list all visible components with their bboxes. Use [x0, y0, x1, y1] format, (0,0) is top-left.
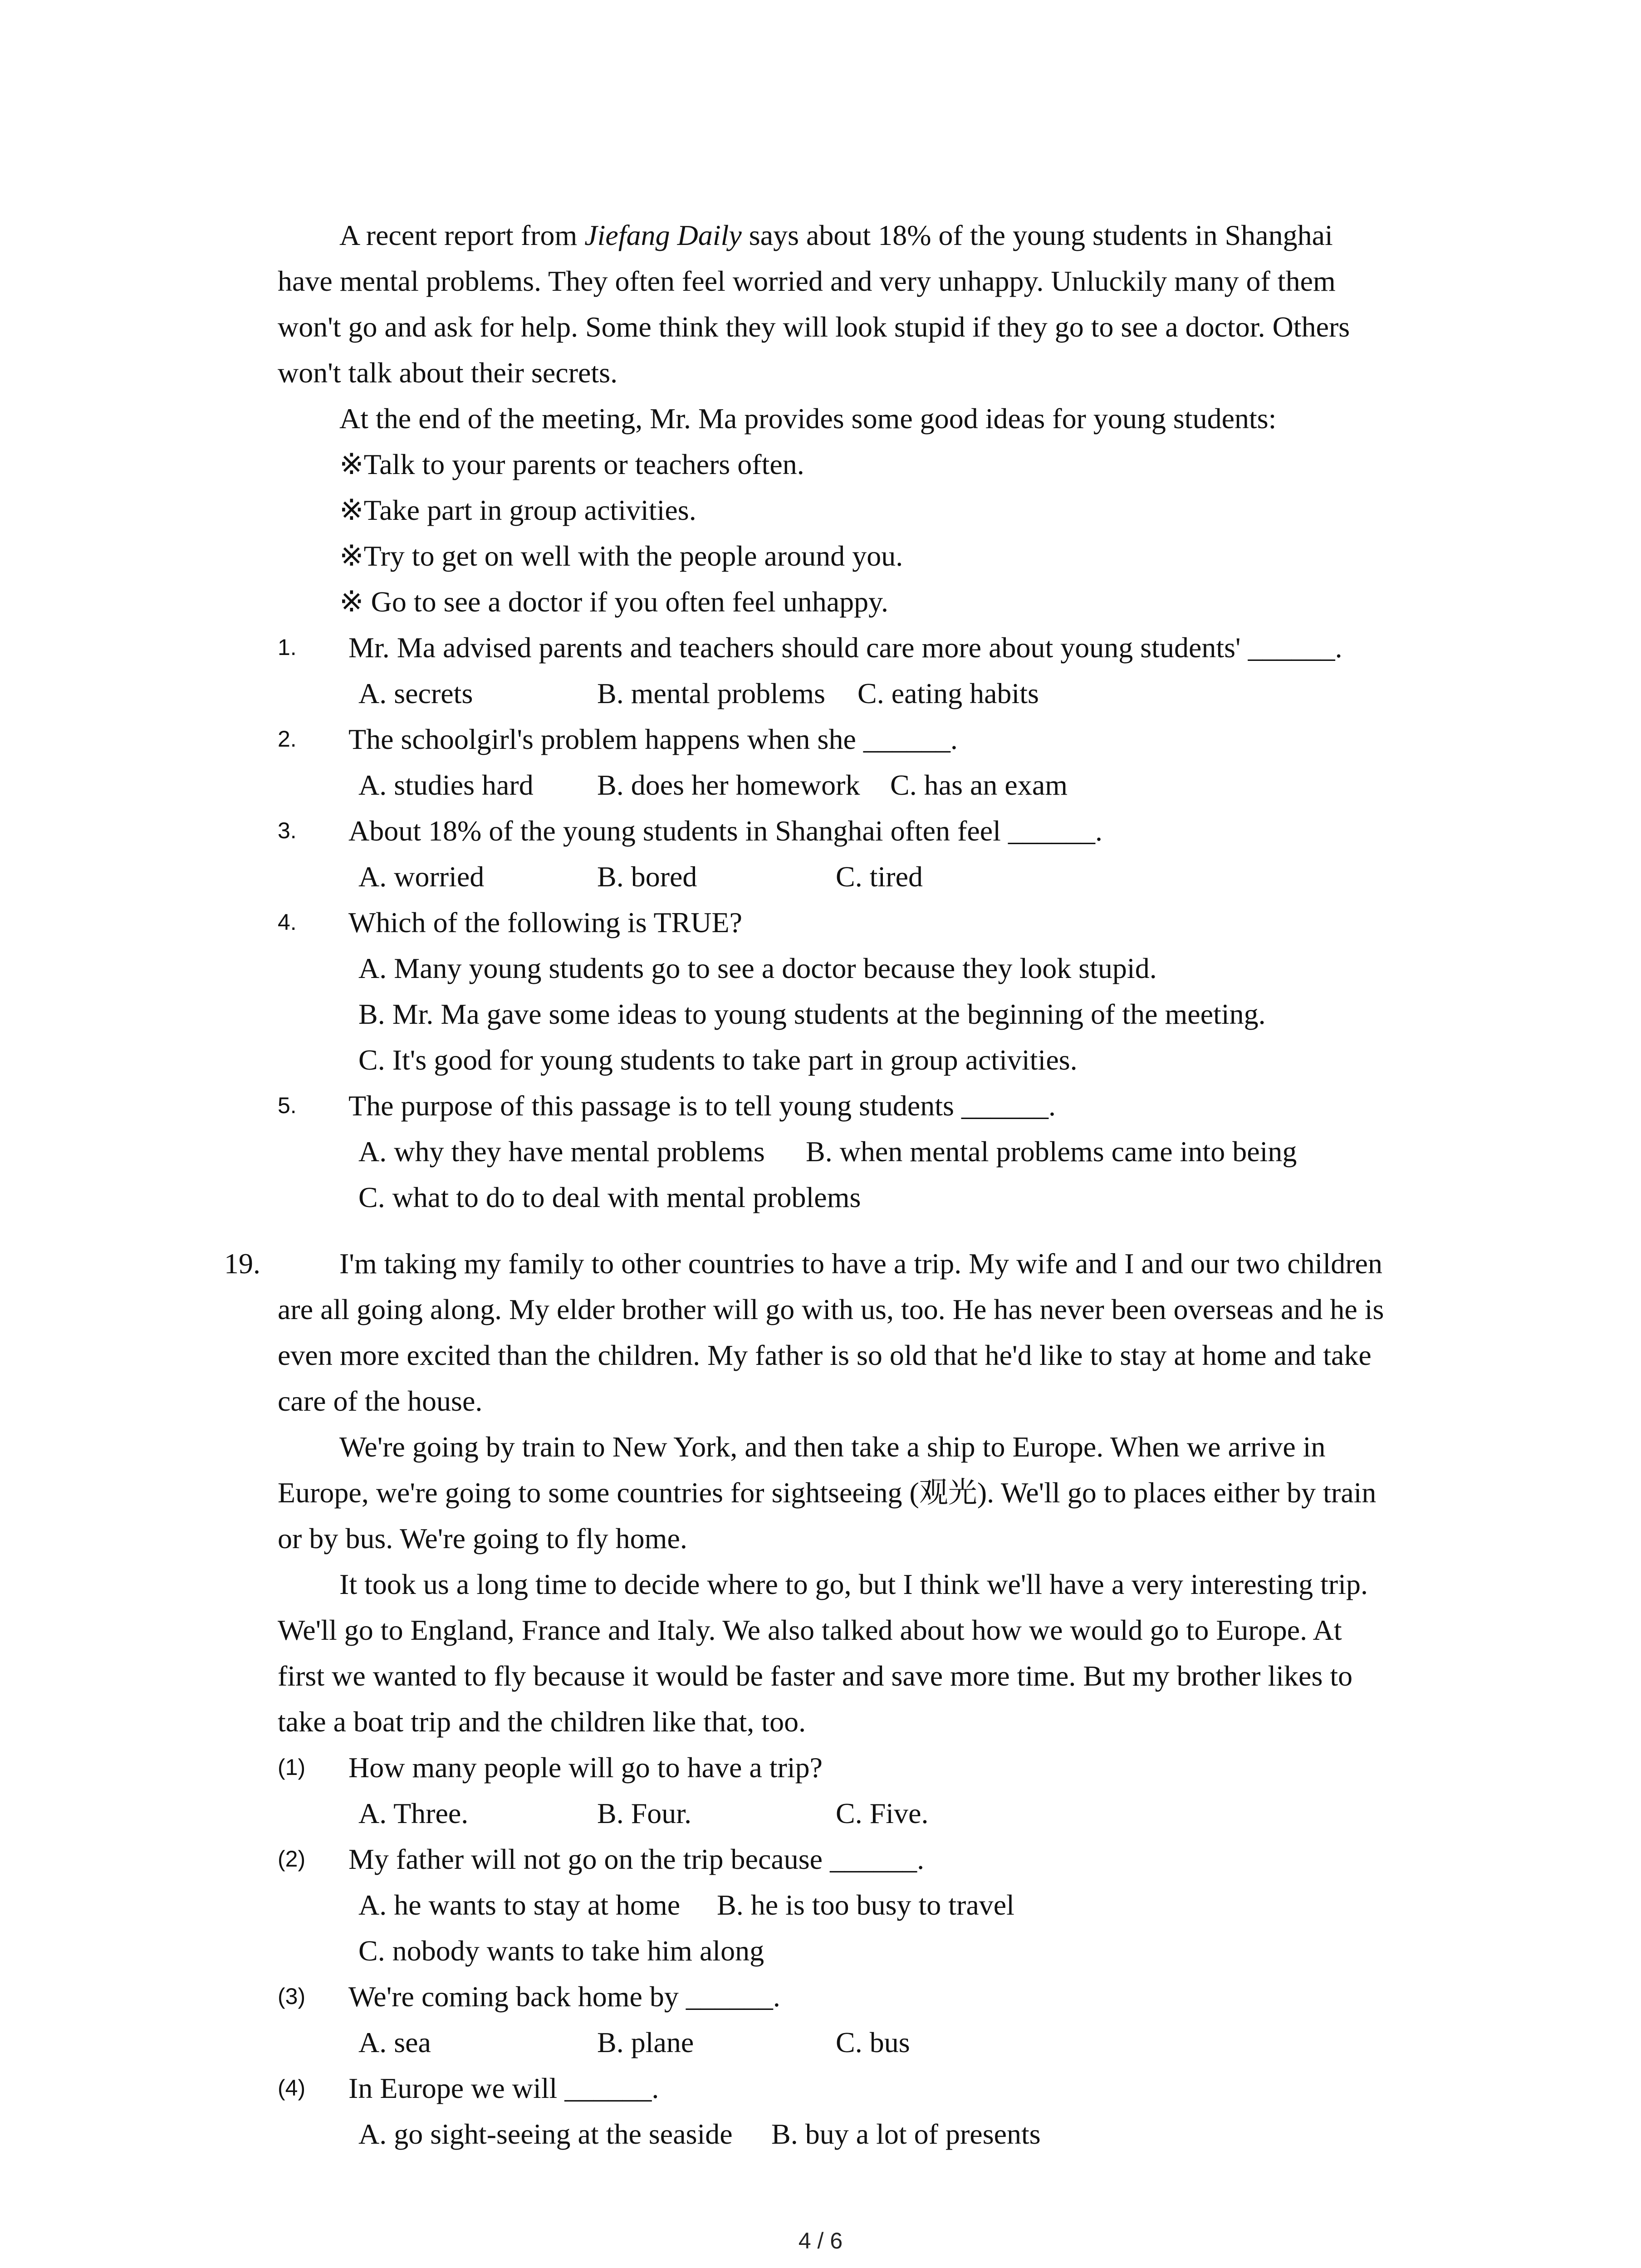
option-c: C. It's good for young students to take part in group activities.	[358, 1044, 1078, 1076]
question-text: About 18% of the young students in Shanghai often feel ______.	[348, 815, 1102, 847]
passage-text: says about 18% of the young students in Shanghai	[741, 219, 1333, 251]
passage-line: won't talk about their secrets.	[278, 357, 618, 389]
passage-line: care of the house.	[278, 1385, 483, 1417]
question-number: 1.	[278, 635, 297, 660]
option-c: C. eating habits	[857, 677, 1039, 709]
option-b: B. buy a lot of presents	[771, 2118, 1041, 2150]
question-text: The schoolgirl's problem happens when she ______.	[348, 723, 958, 755]
option-b: B. when mental problems came into being	[806, 1135, 1297, 1168]
tip-item: ※Try to get on well with the people around you.	[339, 540, 903, 572]
passage-line: or by bus. We're going to fly home.	[278, 1522, 687, 1554]
question-number: (4)	[278, 2075, 306, 2101]
question-number: (2)	[278, 1846, 306, 1872]
option-a: A. go sight-seeing at the seaside	[358, 2118, 733, 2150]
passage-line: first we wanted to fly because it would be faster and save more time. But my brother likes to	[278, 1660, 1353, 1692]
question-number: 2.	[278, 726, 297, 752]
question-text: Which of the following is TRUE?	[348, 906, 742, 938]
passage-line: are all going along. My elder brother will go with us, too. He has never been overseas and he is	[278, 1293, 1384, 1325]
passage-line: have mental problems. They often feel worried and very unhappy. Unluckily many of them	[278, 265, 1336, 297]
question-text: We're coming back home by ______.	[348, 1980, 780, 2013]
tip-item: ※Take part in group activities.	[339, 494, 696, 526]
source-name: Jiefang Daily	[584, 219, 742, 251]
passage-line: At the end of the meeting, Mr. Ma provides some good ideas for young students:	[339, 402, 1277, 435]
option-b: B. Mr. Ma gave some ideas to young students at the beginning of the meeting.	[358, 998, 1266, 1030]
page-number: 4 / 6	[798, 2228, 843, 2253]
option-a: A. Many young students go to see a doctor because they look stupid.	[358, 952, 1157, 984]
option-a: A. secrets	[358, 677, 473, 709]
option-a: A. Three.	[358, 1797, 469, 1829]
option-a: A. why they have mental problems	[358, 1135, 765, 1168]
question-number: (3)	[278, 1984, 306, 2009]
option-a: A. studies hard	[358, 769, 534, 801]
question-number: 5.	[278, 1093, 297, 1118]
option-b: B. bored	[597, 860, 697, 893]
option-c: C. has an exam	[890, 769, 1068, 801]
option-c: C. nobody wants to take him along	[358, 1935, 764, 1967]
option-a: A. he wants to stay at home	[358, 1889, 681, 1921]
option-c: C. Five.	[836, 1797, 929, 1829]
passage-line: It took us a long time to decide where to go, but I think we'll have a very interesting trip.	[339, 1568, 1368, 1600]
option-c: C. what to do to deal with mental problems	[358, 1181, 861, 1213]
option-b: B. plane	[597, 2026, 694, 2058]
option-c: C. bus	[836, 2026, 910, 2058]
question-number: (1)	[278, 1755, 306, 1780]
tip-item: ※ Go to see a doctor if you often feel unhappy.	[339, 586, 888, 618]
question-text: Mr. Ma advised parents and teachers should care more about young students' ______.	[348, 631, 1342, 664]
tip-item: ※Talk to your parents or teachers often.	[339, 448, 804, 480]
passage-number: 19.	[224, 1247, 260, 1280]
question-text: My father will not go on the trip because ______.	[348, 1843, 925, 1875]
option-a: A. sea	[358, 2026, 431, 2058]
passage-line: take a boat trip and the children like that, too.	[278, 1706, 806, 1738]
question-number: 4.	[278, 909, 297, 935]
passage-text: A recent report from	[339, 219, 585, 251]
question-text: In Europe we will ______.	[348, 2072, 659, 2104]
question-number: 3.	[278, 818, 297, 843]
passage-line: even more excited than the children. My father is so old that he'd like to stay at home and take	[278, 1339, 1372, 1371]
question-text: How many people will go to have a trip?	[348, 1751, 823, 1784]
option-b: B. Four.	[597, 1797, 692, 1829]
passage-line: We're going by train to New York, and then take a ship to Europe. When we arrive in	[339, 1431, 1326, 1463]
option-b: B. he is too busy to travel	[717, 1889, 1014, 1921]
option-b: B. does her homework	[597, 769, 860, 801]
passage-line: won't go and ask for help. Some think they will look stupid if they go to see a doctor. Others	[278, 311, 1350, 343]
option-b: B. mental problems	[597, 677, 826, 709]
passage-line: Europe, we're going to some countries for sightseeing (观光). We'll go to places either by train	[278, 1476, 1376, 1509]
option-a: A. worried	[358, 860, 485, 893]
question-text: The purpose of this passage is to tell young students ______.	[348, 1090, 1056, 1122]
passage-line: We'll go to England, France and Italy. We also talked about how we would go to Europe. At	[278, 1614, 1342, 1646]
passage-line	[339, 212, 1333, 258]
option-c: C. tired	[836, 860, 923, 893]
passage-line: I'm taking my family to other countries to have a trip. My wife and I and our two children	[339, 1247, 1382, 1280]
